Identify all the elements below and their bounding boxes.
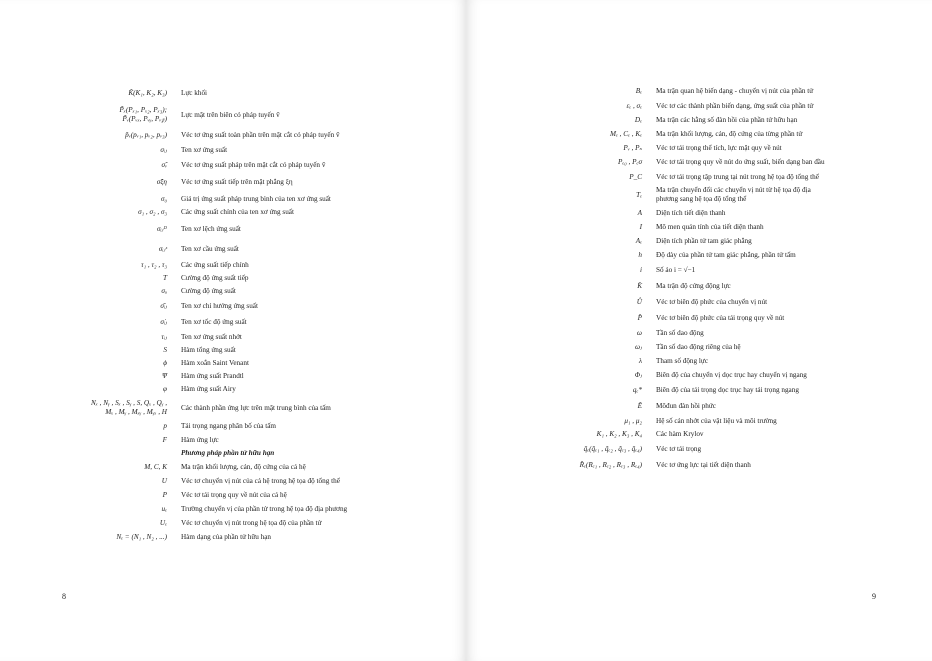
symbol-entry <box>466 113 932 127</box>
symbol-description: Hàm ứng suất Airy <box>181 385 236 394</box>
symbol: Uₑ <box>159 518 167 527</box>
symbol: K̂ <box>637 281 642 290</box>
symbol: K₁ , K₂ , K₃ , K₄ <box>596 430 642 439</box>
symbol-entry <box>0 433 466 447</box>
symbol: σ₁ , σ₂ , σ₃ <box>138 208 167 217</box>
symbol-entry <box>0 259 466 272</box>
symbol-description: Véc tơ biên độ phức của chuyển vị nút <box>656 297 768 306</box>
right-page <box>466 0 932 661</box>
symbol-entry <box>466 340 932 354</box>
symbol: Tₑ <box>636 190 642 199</box>
symbol: σ̃ξη <box>156 178 167 187</box>
symbol: Ψ <box>161 372 167 381</box>
symbol-description: Các ứng suất chính của ten xơ ứng suất <box>181 208 294 217</box>
symbol-description: Các thành phần ứng lực trên mặt trung bình của tấm <box>181 403 331 412</box>
symbol-description: Ten xơ cầu ứng suất <box>181 244 239 253</box>
symbol-description: Hàm dạng của phần tử hữu hạn <box>181 532 272 541</box>
symbol-entry <box>0 239 466 259</box>
symbol-description: Số ảo i = √−1 <box>656 265 696 274</box>
symbol: ϕ <box>163 359 167 368</box>
symbol-description: Ma trận khối lượng, cản, độ cứng của cả hệ <box>181 462 306 471</box>
symbol-description: Biên độ của chuyển vị dọc trục hay chuyển vị ngang <box>656 370 807 379</box>
symbol-description: Ma trận quan hệ biến dạng - chuyển vị nút của phần tử <box>656 87 814 96</box>
symbol-entry <box>0 344 466 357</box>
symbol-entry <box>466 206 932 220</box>
symbol-description: Diện tích tiết diện thanh <box>656 208 726 217</box>
symbol-description: Véc tơ ứng suất tiếp trên mặt phẳng ξη <box>181 178 293 187</box>
symbol-description: Cường độ ứng suất <box>181 287 236 296</box>
symbol: τ₁ , τ₂ , τ₃ <box>141 261 167 270</box>
symbol-description: Véc tơ ứng suất toàn phần trên mặt cắt có pháp tuyến ṽ <box>181 131 340 140</box>
symbol: λ <box>638 356 642 365</box>
symbol-description: Mô men quán tính của tiết diện thanh <box>656 222 764 231</box>
symbol-entry <box>466 84 932 99</box>
symbol-description: Biên độ của tải trọng dọc trục hay tải trọng ngang <box>656 385 799 394</box>
symbol-description: Véc tơ ứng lực tại tiết diện thanh <box>656 460 751 469</box>
section-heading <box>0 447 466 460</box>
symbol-entry <box>0 173 466 192</box>
symbol-description: Ten xơ ứng suất <box>181 146 228 155</box>
symbol-entry <box>0 158 466 173</box>
symbol: T <box>163 274 167 283</box>
symbol-description: Véc tơ chuyển vị nút của cả hệ trong hệ tọa độ tổng thể <box>181 476 340 485</box>
symbol-description: Môđun đàn hồi phức <box>656 401 716 410</box>
symbol-entry <box>466 262 932 278</box>
symbol: S <box>163 346 167 355</box>
symbol-entry <box>466 184 932 206</box>
symbol-entry <box>466 326 932 340</box>
symbol: Pₑ₀ , Pₑσ <box>618 158 642 167</box>
symbol: i <box>640 265 642 274</box>
symbol: F <box>162 435 167 444</box>
symbol: Nₑ = (N₁ , N₂ , ...) <box>116 532 167 541</box>
symbol-description: Hàm ứng suất Prandtl <box>181 372 244 381</box>
symbol-entry <box>0 488 466 502</box>
symbol-entry <box>466 170 932 184</box>
symbol: Φⱼ <box>634 370 642 379</box>
symbol: h <box>638 250 642 259</box>
symbol: ωⱼ <box>635 342 642 351</box>
symbol-entry <box>0 84 466 102</box>
symbol: σᵤ <box>161 287 167 296</box>
symbol-entry <box>0 285 466 298</box>
section-heading-text: Phương pháp phần tử hữu hạn <box>181 449 275 458</box>
symbol-description: Ma trận khối lượng, cản, độ cứng của từng phần tử <box>656 129 803 138</box>
symbol-description: Véc tơ ứng suất pháp trên mặt cắt có pháp tuyến ṽ <box>181 161 326 170</box>
symbol-description: Ten xơ ứng suất nhớt <box>181 333 242 342</box>
symbol-entry <box>0 474 466 488</box>
symbol: εₑ , σₑ <box>626 101 642 110</box>
symbol-entry <box>0 206 466 219</box>
symbol-description: Giá trị ứng suất pháp trung bình của ten xơ ứng suất <box>181 194 331 203</box>
symbol: R̂ₑ(Rₑ₁ , Rₑ₂ , Rₑ₃ , Rₑ₄) <box>579 460 642 469</box>
symbol-entry <box>466 382 932 398</box>
symbol-entry <box>466 457 932 473</box>
symbol: P <box>162 490 167 499</box>
symbol-description: Véc tơ biên độ phức của tải trọng quy về nút <box>656 313 785 322</box>
symbol-description: Ten xơ chỉ hướng ứng suất <box>181 301 258 310</box>
symbol-entry <box>0 516 466 530</box>
symbol: P_C <box>629 172 642 181</box>
symbol: Bₑ <box>635 87 642 96</box>
right-symbol-list <box>466 84 932 473</box>
symbol-entry <box>466 398 932 414</box>
symbol: φ <box>163 385 167 394</box>
symbol-description: Véc tơ tải trọng thể tích, lực mặt quy về nút <box>656 143 782 152</box>
symbol-entry <box>0 383 466 396</box>
symbol: p̃ᵥ(pᵥ₁, pᵥ₂, pᵥ₃) <box>125 131 167 140</box>
symbol-description: Các ứng suất tiếp chính <box>181 261 249 270</box>
symbol: Pᵥ , Pₛ <box>623 143 642 152</box>
symbol: P̂ <box>637 313 642 322</box>
symbol-entry <box>466 141 932 155</box>
symbol-entry <box>0 219 466 239</box>
symbol: σ̄ᵢⱼ <box>160 301 167 310</box>
symbol-description: Hàm ứng lực <box>181 435 219 444</box>
symbol: U <box>161 476 167 485</box>
symbol: Dₑ <box>634 115 642 124</box>
symbol: σ̇ᵢⱼ <box>160 318 167 327</box>
symbol: Aₑ <box>635 236 642 245</box>
symbol: q̃ₑ(q̃ₑ₁ , q̃ₑ₂ , q̃ₑ₃ , q̃ₑ₄) <box>583 444 642 453</box>
symbol-entry <box>0 314 466 331</box>
symbol: σ₀ <box>160 194 167 203</box>
symbol: M, C, K <box>144 462 167 471</box>
symbol: K̃(K₁, K₂, K₃) <box>128 88 167 97</box>
symbol-entry <box>0 420 466 433</box>
symbol-description: Diện tích phần tử tam giác phẳng <box>656 236 752 245</box>
symbol-description: Véc tơ chuyển vị nút trong hệ tọa độ của phần tử <box>181 518 322 527</box>
symbol: Nₓ , Nᵧ , Sₓ , Sᵧ , S, Qₓ , Qᵧ , Mₓ , Mᵧ , Mₓᵧ , Mᵧₓ , H <box>91 399 167 416</box>
symbol-description: Ten xơ tốc độ ứng suất <box>181 318 247 327</box>
symbol: σᵢⱼˢ <box>158 244 167 253</box>
symbol: Û <box>636 297 642 306</box>
symbol-entry <box>0 272 466 285</box>
symbol-entry <box>466 310 932 326</box>
symbol-entry <box>0 298 466 314</box>
symbol-description: Ma trận các hằng số đàn hồi của phần tử hữu hạn <box>656 115 798 124</box>
symbol-description: Hàm xoắn Saint Venant <box>181 359 249 368</box>
symbol-description: Tần số dao động riêng của hệ <box>656 342 741 351</box>
symbol-description: Tần số dao động <box>656 328 704 337</box>
symbol: σᵢⱼ <box>160 146 167 155</box>
symbol: p <box>163 422 167 431</box>
symbol-entry <box>0 128 466 143</box>
symbol-description: Véc tơ tải trọng tập trung tại nút trong hệ tọa độ tổng thể <box>656 172 819 181</box>
symbol-description: Véc tơ tải trọng quy về nút do ứng suất, biến dạng ban đầu <box>656 158 825 167</box>
symbol: uₑ <box>161 504 167 513</box>
symbol: σᵢⱼᴰ <box>156 224 167 233</box>
symbol-entry <box>0 192 466 206</box>
symbol: qₑ* <box>632 385 642 394</box>
symbol-description: Cường độ ứng suất tiếp <box>181 274 249 283</box>
symbol-description: Véc tơ tải trọng <box>656 444 702 453</box>
symbol-entry <box>0 396 466 420</box>
symbol-entry <box>0 530 466 544</box>
symbol-entry <box>466 428 932 441</box>
symbol-description: Hàm tổng ứng suất <box>181 346 236 355</box>
symbol: Ẽ <box>637 401 642 410</box>
symbol-description: Véc tơ các thành phần biến dạng, ứng suất của phần tử <box>656 101 814 110</box>
symbol-entry <box>0 370 466 383</box>
symbol-entry <box>466 414 932 428</box>
left-symbol-list <box>0 84 466 544</box>
symbol-description: Tải trọng ngang phân bố của tấm <box>181 422 277 431</box>
page-number-left: 8 <box>62 592 66 601</box>
symbol-entry <box>0 357 466 370</box>
symbol-description: Ma trận độ cứng động lực <box>656 281 731 290</box>
symbol-description: Ma trận chuyển đổi các chuyển vị nút từ hệ tọa độ địa phương sang hệ tọa độ tổng thể <box>656 186 811 203</box>
symbol: P̃ₓ(Pₓ₁, Pₓ₂, Pₓ₃); P̃ᵥ(Pᵥₓ, Pᵥᵧ, Pᵥ𝓏) <box>119 106 167 123</box>
symbol-entry <box>466 220 932 234</box>
symbol-description: Độ dày của phần tử tam giác phẳng, phần tử tấm <box>656 250 796 259</box>
symbol-description: Trường chuyển vị của phần tử trong hệ tọa độ địa phương <box>181 504 348 513</box>
symbol-entry <box>0 460 466 474</box>
symbol-entry <box>466 354 932 368</box>
symbol-entry <box>466 368 932 382</box>
symbol: I <box>639 222 642 231</box>
symbol: ω <box>636 328 642 337</box>
symbol-description: Lực khối <box>181 88 208 97</box>
symbol-description: Tham số động lực <box>656 356 709 365</box>
symbol: μ₁ , μ₂ <box>624 416 642 425</box>
symbol-entry <box>0 102 466 128</box>
symbol-description: Các hàm Krylov <box>656 430 704 439</box>
symbol-entry <box>466 248 932 262</box>
symbol-entry <box>466 441 932 457</box>
symbol-entry <box>466 99 932 113</box>
symbol-entry <box>0 502 466 516</box>
symbol-description: Lực mặt trên biên có pháp tuyến ṽ <box>181 110 280 119</box>
symbol-entry <box>466 127 932 141</box>
symbol-description: Véc tơ tải trọng quy về nút của cả hệ <box>181 490 287 499</box>
symbol: Mₑ , Cₑ , Kₑ <box>609 129 642 138</box>
symbol-entry <box>0 331 466 344</box>
symbol-description: Hệ số cản nhớt của vật liệu và môi trường <box>656 416 777 425</box>
symbol-entry <box>466 278 932 294</box>
symbol-description: Ten xơ lệch ứng suất <box>181 224 241 233</box>
symbol: A <box>637 208 642 217</box>
page-number-right: 9 <box>872 592 876 601</box>
symbol-entry <box>466 155 932 170</box>
symbol: σ̃ᵥ <box>161 161 167 170</box>
symbol-entry <box>466 294 932 310</box>
symbol-entry <box>466 234 932 248</box>
symbol-entry <box>0 143 466 158</box>
symbol: τᵢⱼ <box>161 333 167 342</box>
